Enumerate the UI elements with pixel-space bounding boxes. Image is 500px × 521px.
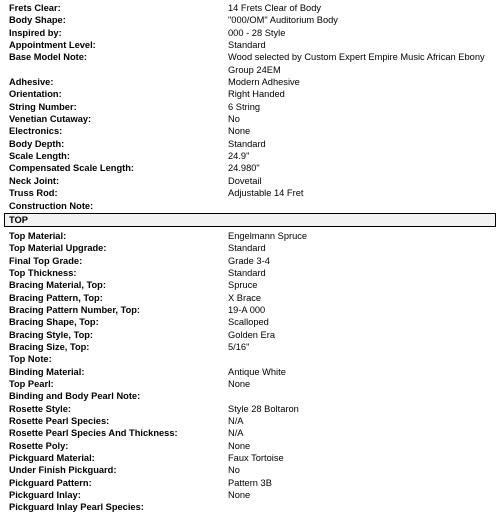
spec-label: String Number: [9, 101, 77, 112]
spec-value: 5/16" [228, 341, 250, 352]
spec-value: No [228, 114, 240, 125]
spec-label: Pickguard Material: [9, 453, 95, 464]
spec-row-frets-clear [0, 2, 500, 14]
spec-row-under-finish-pickguard [0, 464, 500, 476]
spec-row-bracing-size-top [0, 341, 500, 353]
spec-value: N/A [228, 416, 244, 426]
spec-value: Standard [228, 243, 266, 254]
spec-label: Top Pearl: [9, 378, 54, 389]
spec-label: Scale Length: [9, 151, 70, 162]
spec-row-bracing-material-top [0, 279, 500, 291]
spec-value: "000/OM" Auditorium Body [228, 15, 338, 26]
spec-label: Pickguard Pattern: [9, 477, 92, 488]
spec-value: Engelmann Spruce [228, 230, 308, 241]
spec-label: Top Material Upgrade: [9, 243, 107, 254]
spec-value: Dovetail [228, 175, 262, 186]
spec-row-construction-note [0, 200, 500, 212]
spec-row-pickguard-inlay-pearl-species [0, 501, 500, 513]
spec-label: Frets Clear: [9, 3, 61, 13]
spec-value: Scalloped [228, 317, 269, 328]
spec-row-body-shape [0, 14, 500, 26]
spec-row-electronics [0, 125, 500, 137]
spec-label: Body Depth: [9, 138, 65, 149]
spec-label: Binding and Body Pearl Note: [9, 391, 141, 402]
spec-row-neck-joint [0, 175, 500, 187]
spec-label: Binding Material: [9, 366, 85, 377]
spec-label: Rosette Pearl Species And Thickness: [9, 428, 178, 439]
spec-value: Faux Tortoise [228, 453, 284, 464]
spec-value: Modern Adhesive [228, 77, 300, 88]
spec-row-inspired-by [0, 27, 500, 39]
spec-value: Right Handed [228, 89, 285, 100]
spec-value: 000 - 28 Style [228, 27, 286, 38]
spec-label: Pickguard Inlay: [9, 490, 81, 501]
spec-row-bracing-pattern-top [0, 292, 500, 304]
spec-label: Venetian Cutaway: [9, 114, 92, 125]
spec-value: 14 Frets Clear of Body [228, 3, 322, 13]
spec-value: No [228, 465, 240, 476]
spec-value: Standard [228, 40, 266, 51]
spec-list-general [0, 2, 500, 212]
spec-label: Top Note: [9, 354, 52, 365]
spec-row-pickguard-inlay [0, 489, 500, 501]
spec-label: Bracing Pattern Number, Top: [9, 304, 141, 315]
spec-label: Body Shape: [9, 15, 66, 26]
spec-row-bracing-style-top [0, 329, 500, 341]
spec-row-venetian-cutaway [0, 113, 500, 125]
spec-value: Spruce [228, 280, 258, 291]
spec-value: X Brace [228, 292, 262, 303]
spec-row-pickguard-pattern [0, 477, 500, 489]
spec-label: Top Material: [9, 230, 67, 241]
spec-row-binding-body-pearl-note [0, 390, 500, 402]
spec-row-rosette-style [0, 403, 500, 415]
spec-label: Orientation: [9, 89, 62, 100]
spec-row-bracing-shape-top [0, 316, 500, 328]
section-header-top [4, 213, 496, 227]
spec-row-binding-material [0, 366, 500, 378]
spec-label: Electronics: [9, 126, 63, 137]
spec-value: 24.9" [228, 151, 250, 162]
spec-row-compensated-scale-length [0, 162, 500, 174]
spec-value: Style 28 Boltaron [228, 403, 299, 414]
spec-label: Bracing Style, Top: [9, 329, 94, 340]
spec-label: Truss Rod: [9, 188, 58, 199]
spec-row-rosette-poly [0, 440, 500, 452]
spec-label: Base Model Note: [9, 52, 88, 63]
spec-value: Antique White [228, 366, 286, 377]
spec-label: Bracing Material, Top: [9, 280, 106, 291]
spec-row-string-number [0, 101, 500, 113]
spec-label: Pickguard Inlay Pearl Species: [9, 502, 144, 513]
spec-value: None [228, 378, 251, 389]
spec-value: None [228, 440, 251, 451]
spec-value: None [228, 490, 251, 501]
spec-row-body-depth [0, 138, 500, 150]
spec-row-bracing-pattern-number-top [0, 304, 500, 316]
spec-label: Inspired by: [9, 27, 62, 38]
spec-row-pickguard-material [0, 452, 500, 464]
spec-row-top-pearl [0, 378, 500, 390]
spec-value: Standard [228, 138, 266, 149]
spec-list-top [0, 230, 500, 514]
spec-label: Top Thickness: [9, 267, 77, 278]
spec-value: N/A [228, 428, 244, 439]
spec-label: Neck Joint: [9, 175, 60, 186]
spec-row-rosette-pearl-species [0, 415, 500, 427]
spec-value: Golden Era [228, 329, 276, 340]
spec-value: Wood selected by Custom Expert Empire Music African Ebony Group 24EM [228, 52, 485, 75]
spec-row-final-top-grade [0, 255, 500, 267]
spec-label: Final Top Grade: [9, 255, 83, 266]
spec-value: 24.980" [228, 163, 260, 174]
spec-row-top-material [0, 230, 500, 242]
spec-label: Construction Note: [9, 200, 94, 211]
spec-label: Compensated Scale Length: [9, 163, 135, 174]
spec-value: Standard [228, 267, 266, 278]
spec-row-adhesive [0, 76, 500, 88]
spec-label: Under Finish Pickguard: [9, 465, 117, 476]
spec-label: Appointment Level: [9, 40, 96, 51]
spec-label: Bracing Size, Top: [9, 341, 90, 352]
spec-label: Rosette Style: [9, 403, 71, 414]
spec-label: Rosette Poly: [9, 440, 69, 451]
spec-value: 19-A 000 [228, 304, 266, 315]
spec-label: Bracing Shape, Top: [9, 317, 99, 328]
spec-value: Grade 3-4 [228, 255, 270, 266]
spec-value: Adjustable 14 Fret [228, 188, 304, 199]
spec-row-scale-length [0, 150, 500, 162]
section-title: TOP [9, 214, 28, 225]
spec-sheet [0, 2, 500, 514]
spec-row-top-note [0, 353, 500, 365]
spec-row-top-material-upgrade [0, 242, 500, 254]
spec-row-base-model-note [0, 51, 500, 76]
spec-label: Bracing Pattern, Top: [9, 292, 103, 303]
spec-row-top-thickness [0, 267, 500, 279]
spec-value: None [228, 126, 251, 137]
spec-label: Adhesive: [9, 77, 54, 88]
spec-label: Rosette Pearl Species: [9, 416, 110, 426]
spec-value: Pattern 3B [228, 477, 272, 488]
spec-row-orientation [0, 88, 500, 100]
spec-row-appointment-level [0, 39, 500, 51]
spec-row-truss-rod [0, 187, 500, 199]
spec-value: 6 String [228, 101, 261, 112]
spec-row-rosette-pearl-species-thickness [0, 427, 500, 439]
